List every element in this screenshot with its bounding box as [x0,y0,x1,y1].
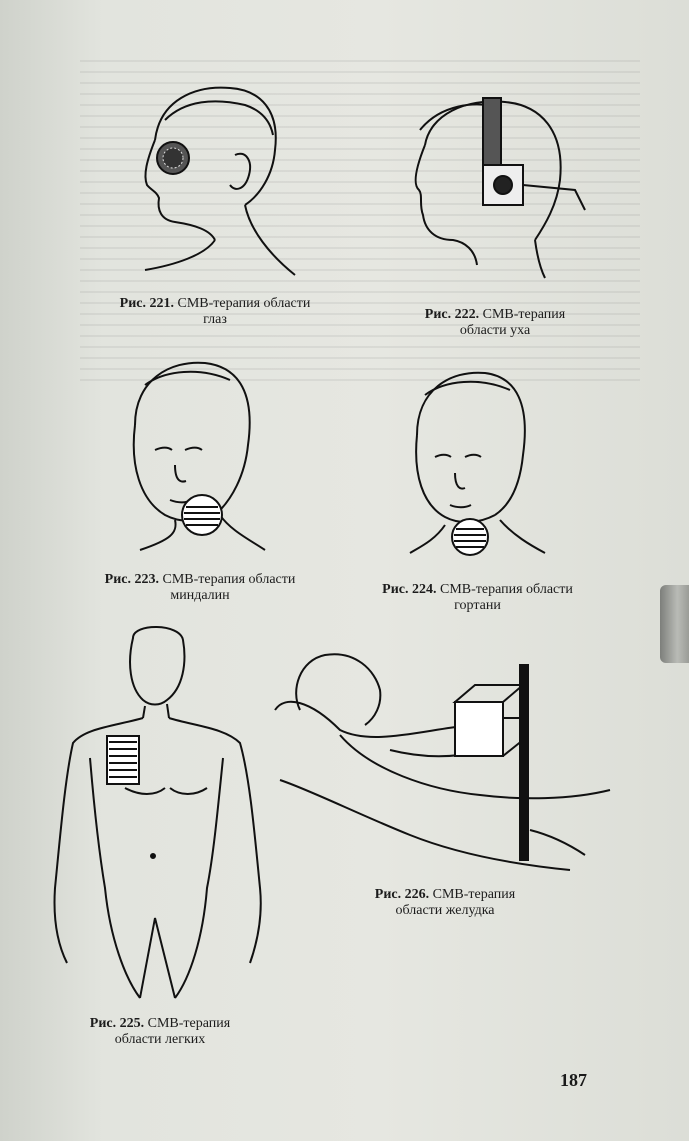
caption-224-text: СМВ-терапия области [439,582,573,597]
caption-223-text: СМВ-терапия области [162,572,296,587]
figure-225-lung-illustration [45,618,275,1008]
page-edge-tab [660,585,689,663]
caption-221-text2: глаз [203,312,227,327]
caption-226-text: СМВ-терапия [432,887,516,902]
caption-225-label: Рис. 225. [89,1016,145,1031]
caption-224 [360,582,595,614]
caption-222-text: СМВ-терапия [482,307,566,322]
figure-224-larynx-illustration [405,365,555,565]
page-number: 187 [560,1070,587,1090]
caption-225-text2: области легких [114,1032,206,1047]
caption-226-text2: области желудка [395,903,495,918]
caption-224-text2: гортани [454,598,501,613]
caption-225 [50,1016,270,1048]
caption-221-label: Рис. 221. [119,296,174,311]
figure-223-tonsil-illustration [120,355,270,565]
caption-223-text2: миндалин [170,588,230,603]
caption-222-text2: области уха [459,323,531,338]
caption-225-text: СМВ-терапия [147,1016,231,1031]
caption-223 [70,572,330,604]
caption-226-label: Рис. 226. [374,887,430,902]
caption-226 [345,887,545,919]
caption-224-label: Рис. 224. [382,582,437,597]
caption-221-text: СМВ-терапия области [177,296,311,311]
figure-221-eye-illustration [135,80,300,280]
caption-222-label: Рис. 222. [424,307,480,322]
caption-223-label: Рис. 223. [104,572,159,587]
caption-222 [390,307,600,339]
figure-226-stomach-illustration [270,640,615,880]
caption-221 [85,296,345,328]
figure-222-ear-illustration [405,90,590,280]
